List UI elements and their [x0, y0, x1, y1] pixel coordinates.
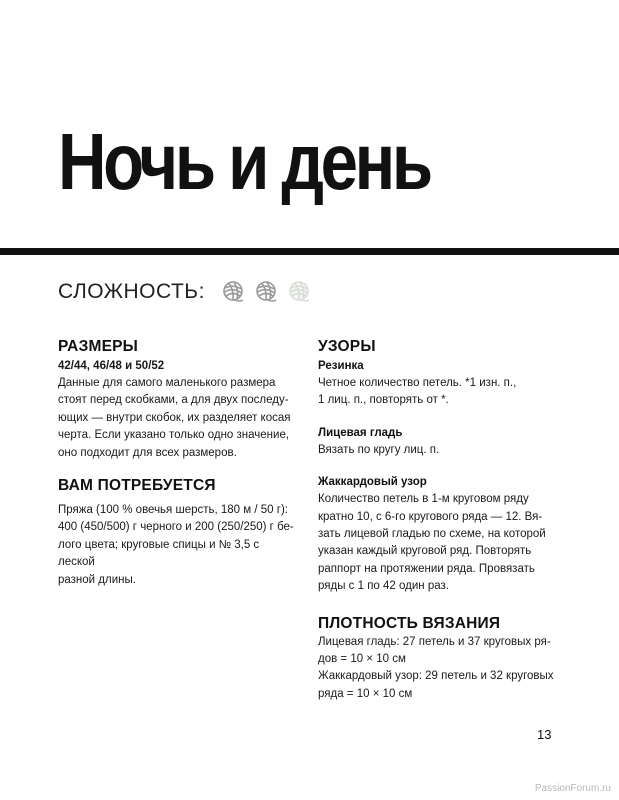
sizes-text: Данные для самого маленького размера стоят перед скобками, а для двух последу- ющих — внутри скобок, их разделяет косая черта. Если указано только одно значение, оно подходит для всех размеров.	[58, 377, 291, 459]
yarn-ball-icon	[254, 280, 278, 304]
left-column	[58, 337, 298, 589]
rib-text: Четное количество петель. *1 изн. п., 1 лиц. п., повторять от *.	[318, 377, 517, 407]
stockinette-heading: Лицевая гладь	[318, 426, 403, 439]
sizes-values: 42/44, 46/48 и 50/52	[58, 360, 165, 372]
title-divider	[0, 248, 619, 255]
page-title: Ночь и день	[58, 117, 430, 206]
materials-text: Пряжа (100 % овечья шерсть, 180 м / 50 г): 400 (450/500) г черного и 200 (250/250) г бе- лого цвета; круговые спицы и № 3,5 с леской разной длины.	[58, 504, 294, 586]
materials-heading: ВАМ ПОТРЕБУЕТСЯ	[58, 477, 216, 495]
watermark: PassionForum.ru	[534, 783, 611, 794]
difficulty-label: СЛОЖНОСТЬ:	[58, 280, 205, 303]
page-number: 13	[537, 727, 552, 742]
yarn-ball-icon	[221, 280, 245, 304]
jacquard-text: Количество петель в 1-м круговом ряду кратно 10, с 6-го кругового ряда — 12. Вя- зать лицевой гладью по схеме, на которой указан каждый круговой ряд. Повторять раппорт на протяжении ряда. Провязать ряды с 1 по 42 один раз.	[318, 493, 546, 593]
rib-heading: Резинка	[318, 360, 364, 372]
right-column	[318, 337, 558, 703]
stockinette-text: Вязать по кругу лиц. п.	[318, 443, 440, 456]
jacquard-heading: Жаккардовый узор	[318, 476, 427, 489]
difficulty-rating	[58, 280, 320, 304]
yarn-ball-icon	[287, 280, 311, 304]
gauge-text: Лицевая гладь: 27 петель и 37 круговых ря- дов = 10 × 10 см Жаккардовый узор: 29 петель и 32 круговых ряда = 10 × 10 см	[318, 635, 554, 700]
gauge-heading: ПЛОТНОСТЬ ВЯЗАНИЯ	[318, 614, 501, 632]
patterns-heading: УЗОРЫ	[318, 338, 376, 355]
sizes-heading: РАЗМЕРЫ	[58, 338, 139, 355]
